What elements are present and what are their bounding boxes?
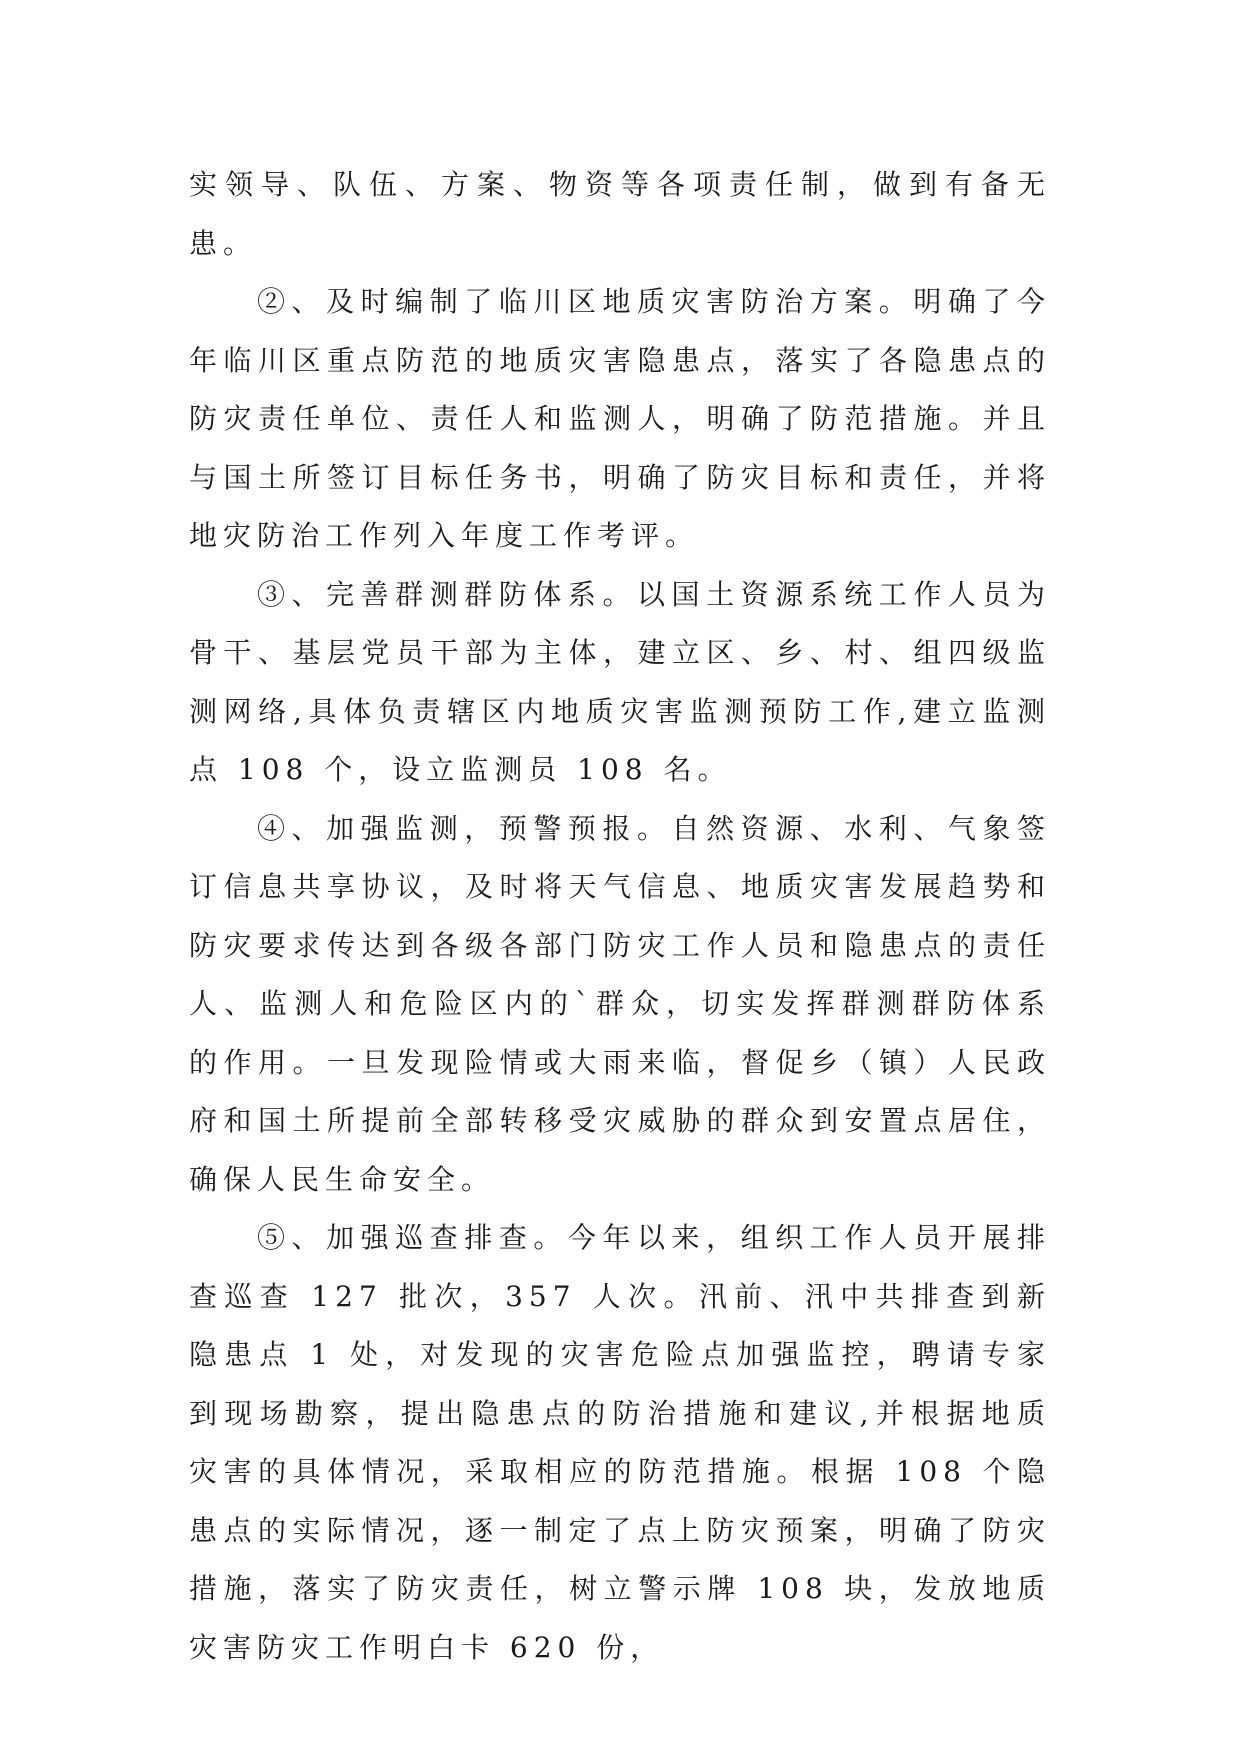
document-body — [189, 156, 1051, 1677]
paragraph-item-2: ②、及时编制了临川区地质灾害防治方案。明确了今年临川区重点防范的地质灾害隐患点，落实了各隐患点的防灾责任单位、责任人和监测人，明确了防范措施。并且与国土所签订目标任务书，明确了防灾目标和责任，并将地灾防治工作列入年度工作考评。 — [189, 285, 1051, 552]
paragraph-item-4: ④、加强监测，预警预报。自然资源、水利、气象签订信息共享协议，及时将天气信息、地质灾害发展趋势和防灾要求传达到各级各部门防灾工作人员和隐患点的责任人、监测人和危险区内的`群众，切实发挥群测群防体系的作用。一旦发现险情或大雨来临，督促乡（镇）人民政府和国土所提前全部转移受灾威胁的群众到安置点居住，确保人民生命安全。 — [189, 811, 1051, 1196]
paragraph-item-5: ⑤、加强巡查排查。今年以来，组织工作人员开展排查巡查 127 批次，357 人次。汛前、汛中共排查到新隐患点 1 处，对发现的灾害危险点加强监控，聘请专家到现场勘察，提出隐患点的防治措施和建议,并根据地质灾害的具体情况，采取相应的防范措施。根据 108 个隐患点的实际情况，逐一制定了点上防灾预案，明确了防灾措施，落实了防灾责任，树立警示牌 108 块，发放地质灾害防灾工作明白卡 620 份， — [189, 1221, 1051, 1664]
paragraph-item-3: ③、完善群测群防体系。以国土资源系统工作人员为骨干、基层党员干部为主体，建立区、乡、村、组四级监测网络,具体负责辖区内地质灾害监测预防工作,建立监测点 108 个，设立监测员 108 名。 — [189, 577, 1051, 786]
paragraph-continuation: 实领导、队伍、方案、物资等各项责任制，做到有备无患。 — [189, 168, 1051, 260]
